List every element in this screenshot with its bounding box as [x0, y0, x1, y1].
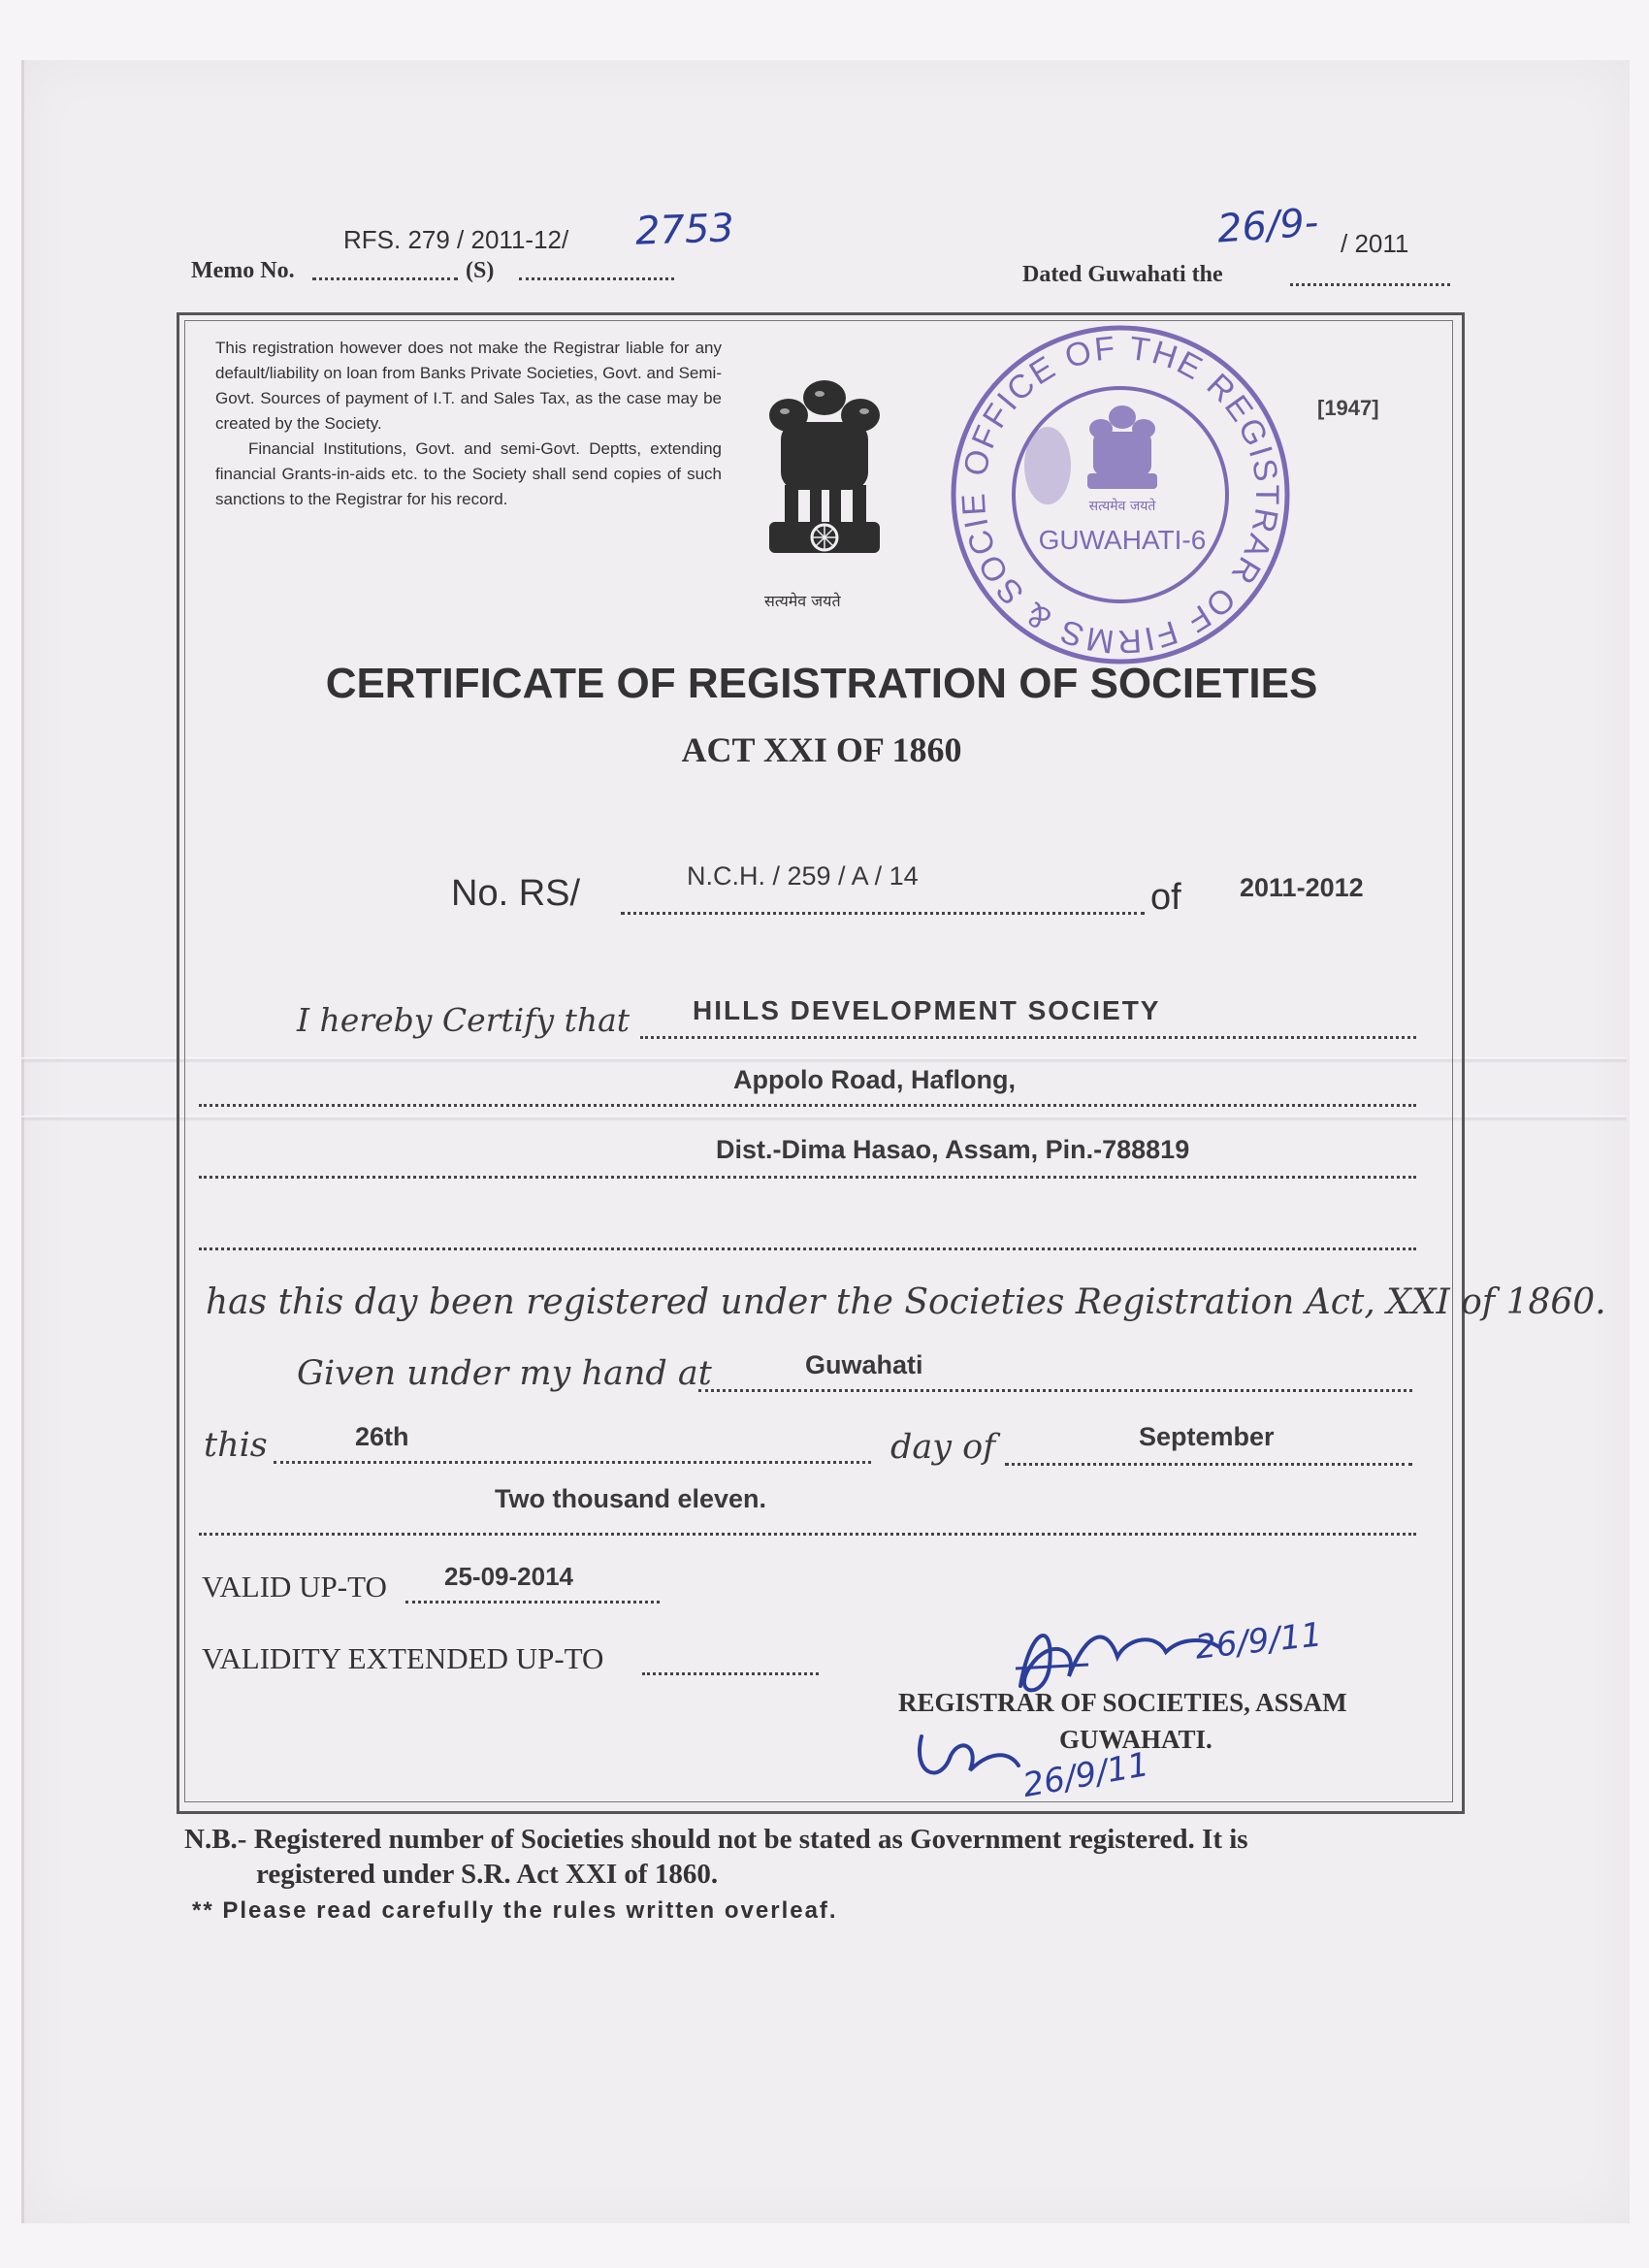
certificate-title: CERTIFICATE OF REGISTRATION OF SOCIETIES — [325, 660, 1318, 707]
registration-no-label: No. RS/ — [451, 873, 581, 914]
nb-line-2: registered under S.R. Act XXI of 1860. — [256, 1859, 719, 1890]
address-line1-dots — [199, 1104, 1416, 1107]
certify-dots — [640, 1036, 1416, 1039]
seal-outer-text: OFFICE OF THE REGISTRAR OF FIRMS & SOCIE — [954, 329, 1286, 661]
this-label: this — [204, 1426, 268, 1465]
disclaimer-block — [215, 336, 722, 512]
overleaf-note: ** Please read carefully the rules written overleaf. — [192, 1897, 838, 1924]
nb-line-1: N.B.- Registered number of Societies should not be stated as Government registered. It is — [184, 1824, 1248, 1855]
memo-number: RFS. 279 / 2011-12/ — [343, 225, 569, 254]
certificate-subtitle: ACT XXI OF 1860 — [681, 730, 962, 769]
address-line2-dots — [199, 1176, 1416, 1179]
date-dots — [1290, 283, 1450, 286]
memo-dots — [312, 277, 458, 280]
validity-extended-label: VALIDITY EXTENDED UP-TO — [202, 1641, 604, 1675]
signature-date-1: 26/9/11 — [1193, 1615, 1324, 1668]
memo-suffix: (S) — [466, 258, 495, 283]
given-label: Given under my hand at — [297, 1354, 712, 1393]
year-dots — [199, 1533, 1416, 1536]
memo-handwritten-number: 2753 — [634, 206, 735, 254]
form-code: [1947] — [1317, 396, 1379, 420]
address-line2: Dist.-Dima Hasao, Assam, Pin.-788819 — [716, 1135, 1190, 1164]
dated-label: Dated Guwahati the — [1022, 262, 1223, 287]
seal-inner-text: GUWAHATI-6 — [1038, 525, 1207, 555]
registrar-title-line2: GUWAHATI. — [1059, 1725, 1212, 1754]
validity-extended-dots — [642, 1672, 819, 1675]
day-dots — [274, 1461, 871, 1464]
given-day: 26th — [355, 1422, 409, 1451]
memo-label: Memo No. — [191, 258, 295, 283]
registration-number: N.C.H. / 259 / A / 14 — [687, 861, 919, 891]
registrar-title-line1: REGISTRAR OF SOCIETIES, ASSAM — [898, 1688, 1347, 1717]
registered-statement: has this day been registered under the Societies Registration Act, XXI of 1860. — [206, 1282, 1606, 1322]
disclaimer-paragraph-1: This registration however does not make the Registrar liable for any default/liability on loan from Banks Private Societies, Govt. and Semi-Govt. Sources of payment of I.T. and Sales Tax, as the case may be created by the Society. — [215, 339, 722, 433]
society-name: HILLS DEVELOPMENT SOCIETY — [693, 995, 1161, 1025]
given-place: Guwahati — [805, 1350, 923, 1379]
given-month: September — [1139, 1422, 1275, 1451]
date-year: / 2011 — [1341, 229, 1409, 258]
valid-up-to-dots — [405, 1601, 660, 1604]
signature-date-2: 26/9/11 — [1019, 1744, 1152, 1806]
valid-up-to-date: 25-09-2014 — [444, 1562, 573, 1591]
disclaimer-paragraph-2: Financial Institutions, Govt. and semi-Govt. Deptts, extending financial Grants-in-aids etc. to the Society shall send copies of such sanctions to the Registrar for his record. — [215, 439, 722, 508]
registrar-seal — [946, 320, 1295, 669]
given-place-dots — [698, 1389, 1412, 1392]
national-emblem-icon — [752, 369, 897, 572]
registration-no-dots — [621, 912, 1145, 915]
registration-year: 2011-2012 — [1240, 873, 1364, 902]
given-year-words: Two thousand eleven. — [495, 1484, 767, 1513]
date-handwritten: 26/9- — [1215, 200, 1320, 252]
address-line1: Appolo Road, Haflong, — [733, 1065, 1016, 1094]
seal-motto: सत्यमेव जयते — [1088, 499, 1156, 514]
registration-of-label: of — [1150, 877, 1181, 918]
emblem-motto: सत्यमेव जयते — [764, 592, 841, 610]
memo-suffix-dots — [519, 277, 674, 280]
valid-up-to-label: VALID UP-TO — [202, 1570, 387, 1604]
day-of-label: day of — [890, 1428, 996, 1467]
certify-label: I hereby Certify that — [297, 1001, 630, 1039]
month-dots — [1005, 1463, 1412, 1466]
address-line3-dots — [199, 1247, 1416, 1250]
